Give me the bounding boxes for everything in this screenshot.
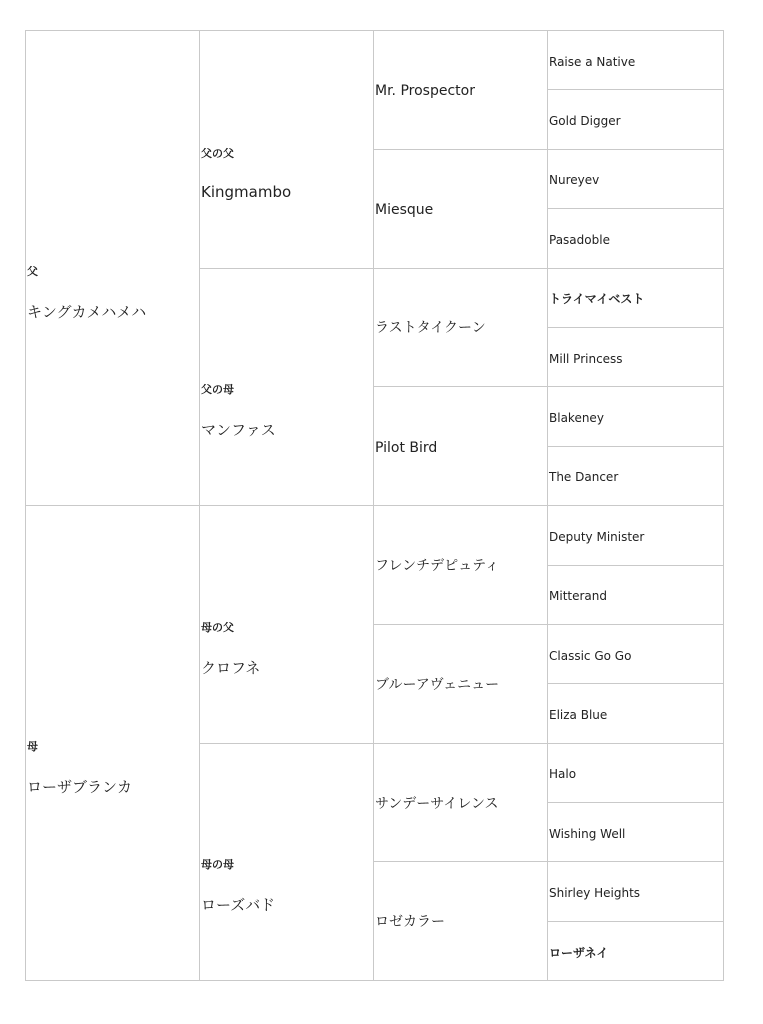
gen3-name: Mr. Prospector <box>375 83 475 100</box>
sire-cell <box>26 31 200 506</box>
gen3-cell <box>374 31 548 150</box>
gen4-cell <box>548 149 724 208</box>
sire-dam-name: マンファス <box>201 421 276 440</box>
dam-dam-name: ローズバド <box>201 896 275 915</box>
dam-cell <box>26 506 200 981</box>
gen4-cell <box>548 862 724 921</box>
gen3-cell <box>374 149 548 268</box>
gen3-cell <box>374 387 548 506</box>
gen4-name: ローザネイ <box>549 945 609 960</box>
table-row <box>26 506 724 565</box>
gen3-name: ラストタイクーン <box>375 320 486 337</box>
pedigree-table-container <box>25 30 723 981</box>
gen4-cell <box>548 446 724 505</box>
gen4-name: トライマイベスト <box>549 292 645 307</box>
gen4-name: Wishing Well <box>549 826 626 841</box>
gen4-name: Mitterand <box>549 589 607 604</box>
dam-relation: 母 <box>27 739 38 753</box>
sire-dam-cell <box>200 268 374 506</box>
dam-name: ローザブランカ <box>27 777 133 796</box>
gen4-cell <box>548 743 724 802</box>
gen4-name: Classic Go Go <box>549 648 632 663</box>
sire-sire-cell <box>200 31 374 269</box>
gen4-name: The Dancer <box>549 470 619 485</box>
gen4-cell <box>548 506 724 565</box>
sire-sire-relation: 父の父 <box>201 147 234 161</box>
gen4-cell <box>548 684 724 743</box>
gen3-cell <box>374 268 548 387</box>
gen4-name: Eliza Blue <box>549 707 608 722</box>
gen3-name: ロゼカラー <box>375 914 445 931</box>
gen4-cell <box>548 90 724 149</box>
dam-sire-relation: 母の父 <box>201 620 234 634</box>
gen3-cell <box>374 743 548 862</box>
gen4-cell <box>548 209 724 268</box>
gen4-cell <box>548 624 724 683</box>
gen4-cell <box>548 268 724 327</box>
gen4-name: Halo <box>549 767 577 782</box>
gen4-cell <box>548 327 724 386</box>
dam-dam-relation: 母の母 <box>201 858 234 872</box>
gen4-name: Mill Princess <box>549 351 623 366</box>
dam-sire-name: クロフネ <box>201 658 261 677</box>
gen4-name: Nureyev <box>549 173 600 188</box>
gen4-name: Pasadoble <box>549 232 610 247</box>
gen4-cell <box>548 565 724 624</box>
sire-relation: 父 <box>27 264 38 278</box>
gen4-name: Deputy Minister <box>549 529 645 544</box>
sire-name: キングカメハメハ <box>27 302 147 321</box>
gen4-name: Gold Digger <box>549 114 621 129</box>
gen4-cell <box>548 803 724 862</box>
gen3-cell <box>374 506 548 625</box>
dam-dam-cell <box>200 743 374 981</box>
sire-dam-relation: 父の母 <box>201 383 234 397</box>
gen4-cell <box>548 31 724 90</box>
gen4-cell <box>548 921 724 980</box>
gen4-name: Raise a Native <box>549 54 636 69</box>
pedigree-table <box>25 30 724 981</box>
gen3-name: Pilot Bird <box>375 439 438 456</box>
table-row <box>26 31 724 90</box>
gen3-cell <box>374 624 548 743</box>
sire-sire-name: Kingmambo <box>201 183 292 202</box>
gen3-cell <box>374 862 548 981</box>
gen4-name: Blakeney <box>549 411 604 426</box>
gen3-name: サンデーサイレンス <box>375 795 499 812</box>
gen4-name: Shirley Heights <box>549 886 641 901</box>
gen3-name: フレンチデピュティ <box>375 558 499 575</box>
gen3-name: Miesque <box>375 202 434 219</box>
gen4-cell <box>548 387 724 446</box>
gen3-name: ブルーアヴェニュー <box>375 676 500 693</box>
dam-sire-cell <box>200 506 374 744</box>
